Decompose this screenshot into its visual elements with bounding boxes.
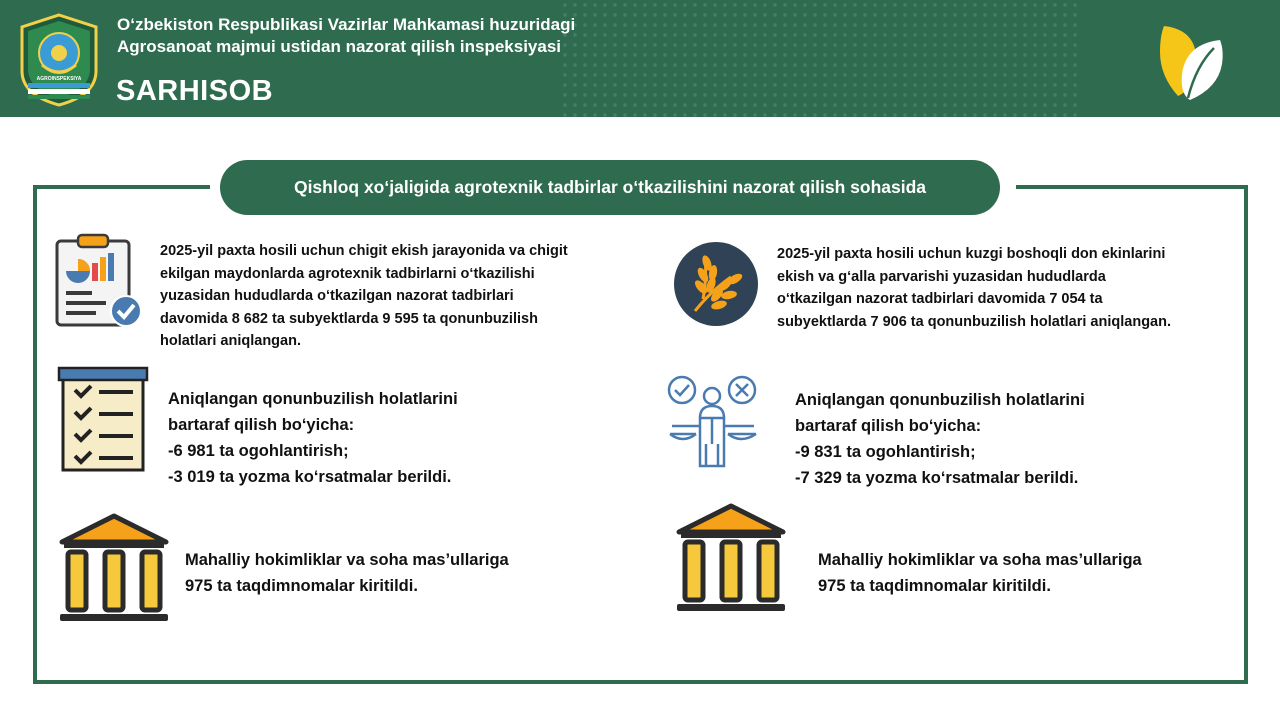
right-summary-line: ekish va g‘alla parvarishi yuzasidan hududlarda xyxy=(777,268,1106,285)
right-summary-line: o‘tkazilgan nazorat tadbirlari davomida 7 054 ta xyxy=(777,291,1103,307)
org-name-line-2: Agrosanoat majmui ustidan nazorat qilish inspeksiyasi xyxy=(117,37,562,56)
emblem-text: AGROINSPEKSIYA xyxy=(36,76,82,82)
left-summary-line: yuzasidan hududlarda o‘tkazilgan nazorat tadbirlari xyxy=(160,288,514,304)
right-summary xyxy=(777,243,1171,333)
right-submissions xyxy=(818,547,1142,599)
left-measures-line: Aniqlangan qonunbuzilish holatlarini xyxy=(168,390,458,408)
checklist-clipboard-icon xyxy=(57,364,151,474)
left-measures xyxy=(168,386,458,490)
left-submissions xyxy=(185,547,509,599)
report-title: SARHISOB xyxy=(116,75,274,107)
right-submissions-line: Mahalliy hokimliklar va soha mas’ullariga xyxy=(818,551,1142,569)
right-measures-line: -7 329 ta yozma ko‘rsatmalar berildi. xyxy=(795,469,1079,487)
left-submissions-line: 975 ta taqdimnomalar kiritildi. xyxy=(185,577,418,595)
leaf-logo-icon xyxy=(1156,22,1226,102)
left-summary xyxy=(160,240,568,353)
left-summary-line: ekilgan maydonlarda agrotexnik tadbirlarni o‘tkazilishi xyxy=(160,265,535,282)
left-measures-line: bartaraf qilish bo‘yicha: xyxy=(168,416,355,434)
left-summary-line: 2025-yil paxta hosili uchun chigit ekish jarayonida va chigit xyxy=(160,243,568,259)
right-measures-line: bartaraf qilish bo‘yicha: xyxy=(795,417,982,435)
right-measures xyxy=(795,387,1085,491)
government-building-icon xyxy=(675,502,787,614)
header-dot-pattern xyxy=(560,0,1080,117)
government-emblem-icon xyxy=(18,13,100,107)
left-measures-line: -6 981 ta ogohlantirish; xyxy=(168,442,349,460)
section-title: Qishloq xo‘jaligida agrotexnik tadbirlar o‘tkazilishini nazorat qilish sohasida xyxy=(220,160,1000,215)
left-submissions-line: Mahalliy hokimliklar va soha mas’ullariga xyxy=(185,551,509,569)
right-submissions-line: 975 ta taqdimnomalar kiritildi. xyxy=(818,577,1051,595)
left-summary-line: davomida 8 682 ta subyektlarda 9 595 ta qonunbuzilish xyxy=(160,310,538,327)
right-measures-line: Aniqlangan qonunbuzilish holatlarini xyxy=(795,391,1085,409)
inspector-decision-icon xyxy=(666,374,760,470)
left-measures-line: -3 019 ta yozma ko‘rsatmalar berildi. xyxy=(168,468,452,486)
report-chart-icon xyxy=(54,233,146,329)
right-summary-line: 2025-yil paxta hosili uchun kuzgi boshoqli don ekinlarini xyxy=(777,246,1166,262)
left-summary-line: holatlari aniqlangan. xyxy=(160,333,301,349)
wheat-icon xyxy=(673,241,759,327)
right-summary-line: subyektlarda 7 906 ta qonunbuzilish holatlari aniqlangan. xyxy=(777,313,1171,330)
government-building-icon xyxy=(58,512,170,624)
org-name-line-1: O‘zbekiston Respublikasi Vazirlar Mahkamasi huzuridagi xyxy=(117,15,576,34)
right-measures-line: -9 831 ta ogohlantirish; xyxy=(795,443,976,461)
page-header xyxy=(0,0,1280,117)
